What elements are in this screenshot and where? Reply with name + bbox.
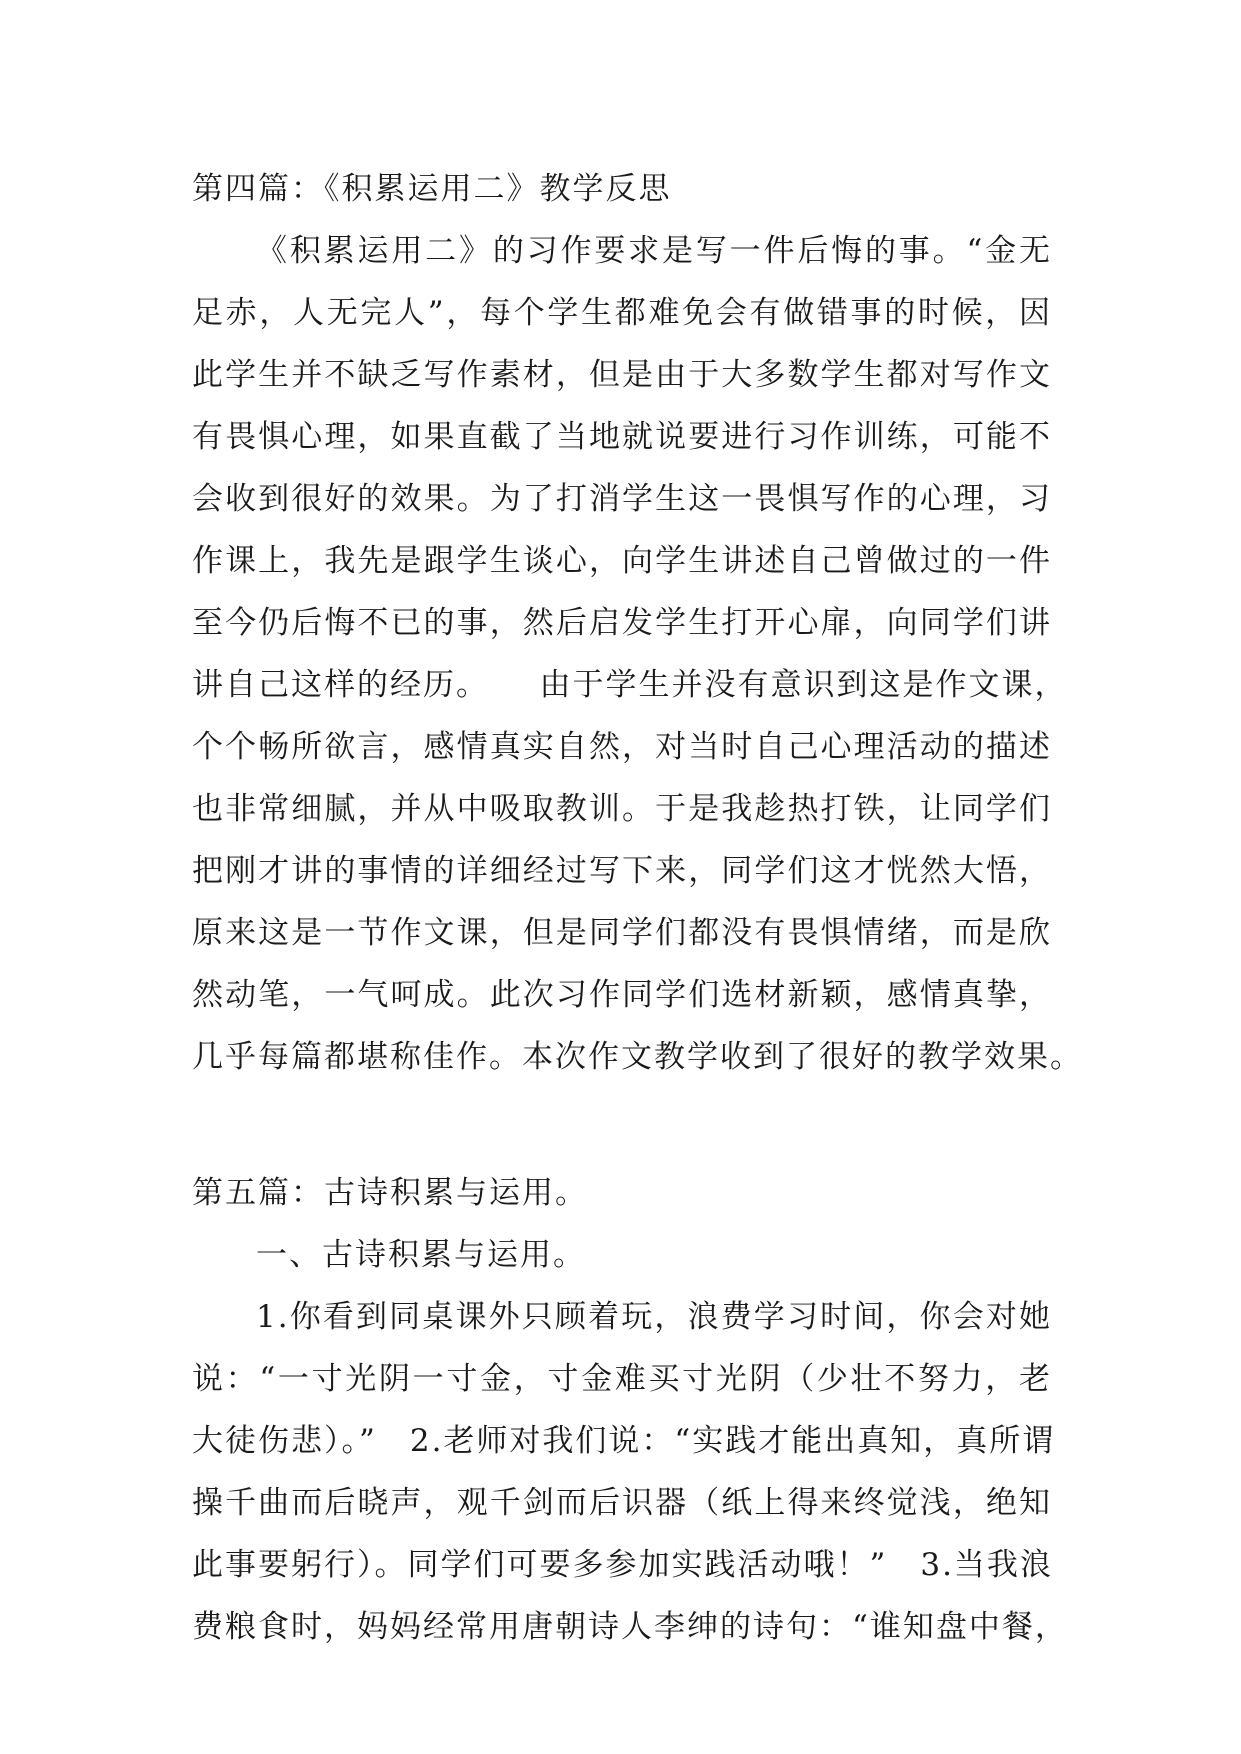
paragraph-line: 会收到很好的效果。为了打消学生这一畏惧写作的心理，习 [192, 481, 1052, 517]
paragraph-line: 1.你看到同桌课外只顾着玩，浪费学习时间，你会对她 [256, 1299, 1052, 1335]
paragraph-line: 也非常细腻，并从中吸取教训。于是我趁热打铁，让同学们 [192, 791, 1052, 827]
paragraph-line: 《积累运用二》的习作要求是写一件后悔的事。“金无 [256, 233, 1052, 269]
section-heading-4: 第四篇：《积累运用二》教学反思 [192, 171, 672, 207]
paragraph-line: 足赤，人无完人”，每个学生都难免会有做错事的时候，因 [192, 295, 1052, 331]
subsection-heading: 一、古诗积累与运用。 [256, 1237, 586, 1273]
paragraph-line: 个个畅所欲言，感情真实自然，对当时自己心理活动的描述 [192, 729, 1052, 765]
section-heading-5: 第五篇：古诗积累与运用。 [192, 1175, 588, 1211]
paragraph-line: 说：“一寸光阴一寸金，寸金难买寸光阴（少壮不努力，老 [192, 1361, 1052, 1397]
section-gap [192, 1088, 1052, 1162]
paragraph-line: 至今仍后悔不已的事，然后启发学生打开心扉，向同学们讲 [192, 605, 1052, 641]
paragraph-line: 此事要躬行）。同学们可要多参加实践活动哦！” 3.当我浪 [192, 1547, 1053, 1583]
paragraph-line: 操千曲而后晓声，观千剑而后识器（纸上得来终觉浅，绝知 [192, 1485, 1052, 1521]
paragraph-line: 大徒伤悲）。” 2.老师对我们说：“实践才能出真知，真所谓 [192, 1423, 1056, 1459]
document-page [192, 158, 1083, 1658]
paragraph-line: 把刚才讲的事情的详细经过写下来，同学们这才恍然大悟， [192, 853, 1052, 889]
paragraph-line: 此学生并不缺乏写作素材，但是由于大多数学生都对写作文 [192, 357, 1052, 393]
paragraph-line: 费粮食时，妈妈经常用唐朝诗人李绅的诗句：“谁知盘中餐， [192, 1609, 1068, 1645]
paragraph-line: 然动笔，一气呵成。此次习作同学们选材新颖，感情真挚， [192, 977, 1052, 1013]
paragraph-line: 原来这是一节作文课，但是同学们都没有畏惧情绪，而是欣 [192, 915, 1052, 951]
paragraph-line: 有畏惧心理，如果直截了当地就说要进行习作训练，可能不 [192, 419, 1052, 455]
paragraph-line: 讲自己这样的经历。 由于学生并没有意识到这是作文课， [192, 667, 1068, 703]
paragraph-line: 作课上，我先是跟学生谈心，向学生讲述自己曾做过的一件 [192, 543, 1052, 579]
paragraph-line: 几乎每篇都堪称佳作。本次作文教学收到了很好的教学效果。 [192, 1039, 1083, 1075]
